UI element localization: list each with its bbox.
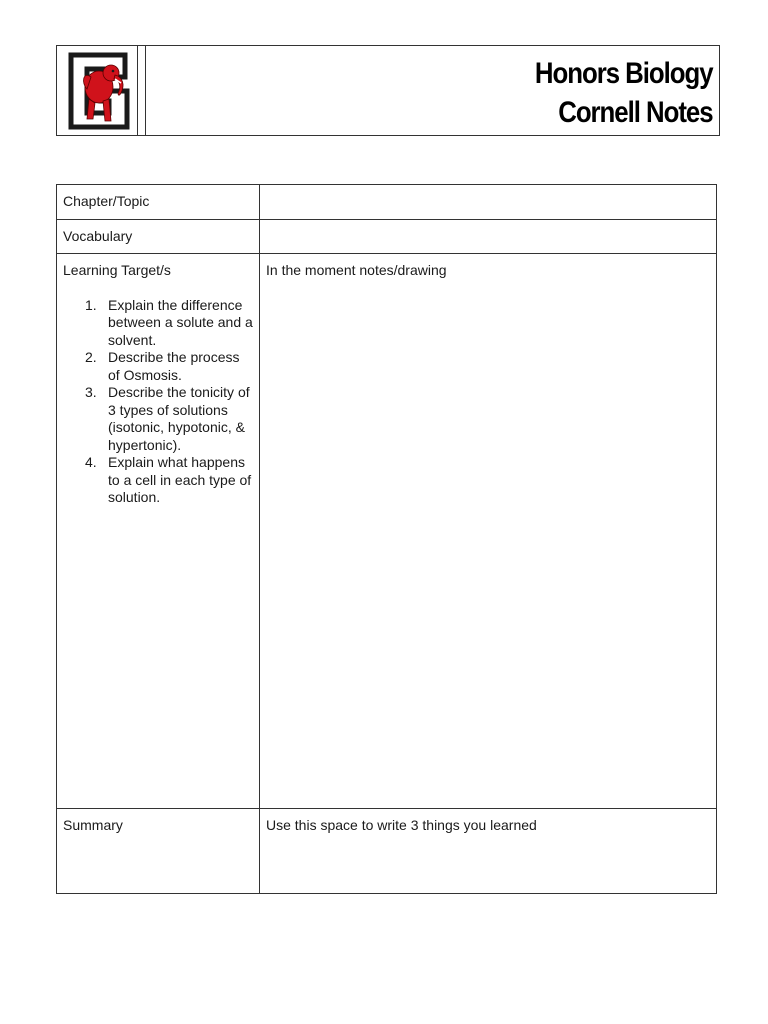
table-row-vocabulary <box>57 219 717 254</box>
table-row-learning-targets <box>57 254 717 809</box>
elephant-g-logo-icon <box>65 49 135 133</box>
topic-label: Chapter/Topic <box>57 185 260 220</box>
summary-label: Summary <box>57 809 260 894</box>
list-item: Describe the tonicity of 3 types of solutions (isotonic, hypotonic, & hypertonic). <box>108 384 250 453</box>
list-item: Explain the difference between a solute and a solvent. <box>108 296 253 348</box>
topic-field[interactable] <box>260 185 717 220</box>
list-item: Describe the process of Osmosis. <box>108 349 240 383</box>
title-line-1: Honors Biology <box>535 57 713 90</box>
logo-divider <box>137 46 138 135</box>
title-line-2: Cornell Notes <box>558 96 713 129</box>
list-item: Explain what happens to a cell in each type of solution. <box>108 454 252 505</box>
summary-area[interactable] <box>260 809 717 894</box>
notes-area[interactable] <box>260 254 717 809</box>
vocabulary-field[interactable] <box>260 219 717 254</box>
page-title <box>535 54 713 132</box>
cornell-notes-table <box>56 184 717 894</box>
learning-targets-list <box>63 297 253 507</box>
vocabulary-label: Vocabulary <box>57 219 260 254</box>
table-row-summary <box>57 809 717 894</box>
table-row-topic <box>57 185 717 220</box>
learning-targets-cell <box>57 254 260 809</box>
learning-targets-label: Learning Target/s <box>63 262 171 278</box>
summary-prompt: Use this space to write 3 things you learned <box>266 817 537 833</box>
notes-prompt: In the moment notes/drawing <box>266 262 447 278</box>
header-box <box>56 45 720 136</box>
logo-cell <box>57 46 146 135</box>
